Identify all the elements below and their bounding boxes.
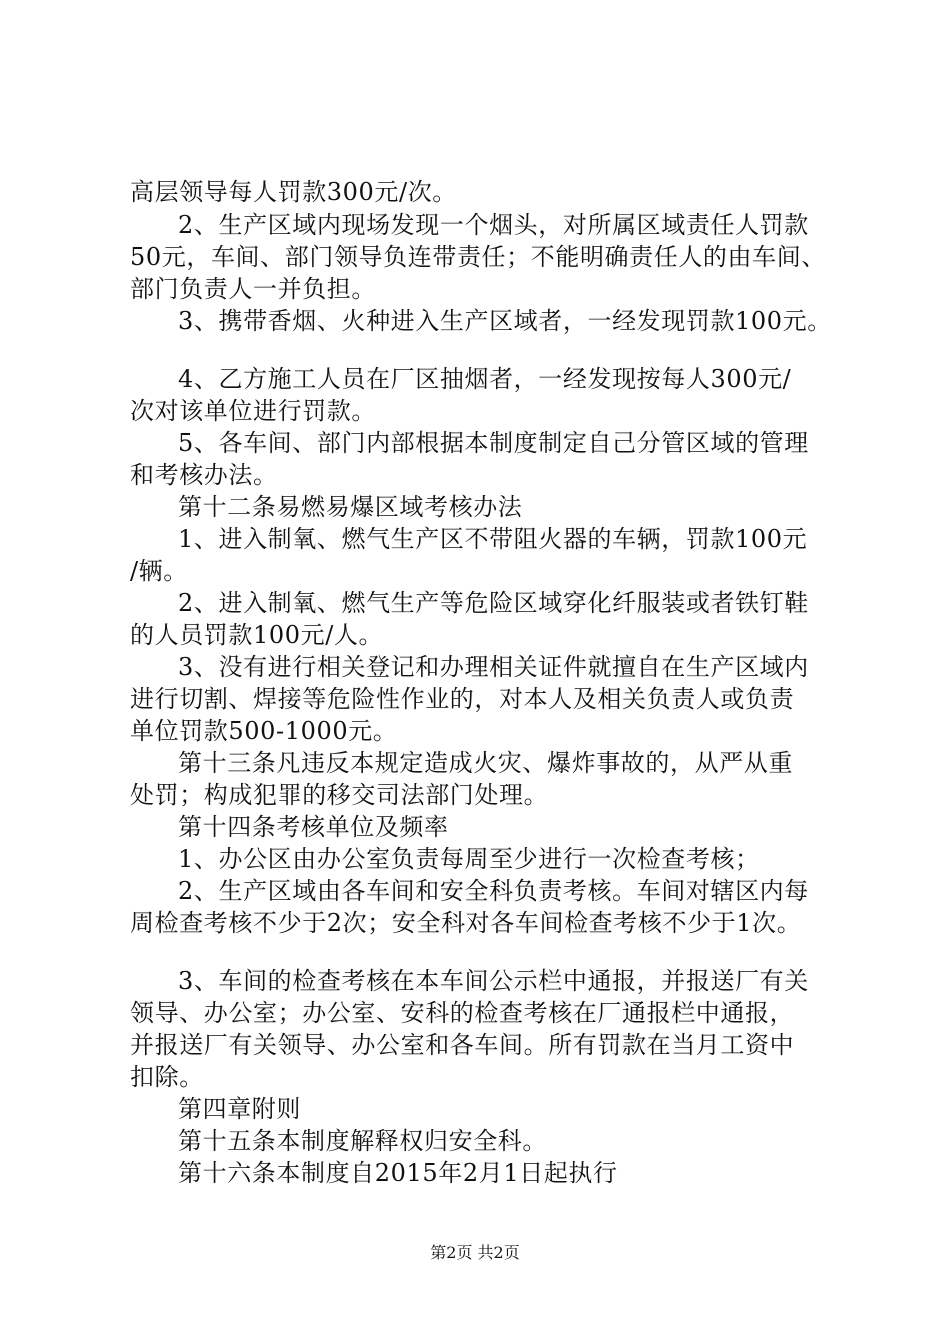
- section-heading: 第十五条本制度解释权归安全科。: [178, 1127, 547, 1155]
- paragraph-line: 单位罚款500-1000元。: [130, 717, 398, 745]
- paragraph-line: 2、生产区域内现场发现一个烟头，对所属区域责任人罚款: [178, 211, 809, 239]
- paragraph-line: 3、携带香烟、火种进入生产区域者，一经发现罚款100元。: [178, 307, 832, 335]
- paragraph-line: 2、生产区域由各车间和安全科负责考核。车间对辖区内每: [178, 877, 809, 905]
- chapter-heading: 第四章附则: [178, 1095, 301, 1123]
- section-heading: 第十二条易燃易爆区域考核办法: [178, 493, 523, 521]
- page-footer: 第2页 共2页: [430, 1243, 520, 1262]
- paragraph-line: 高层领导每人罚款300元/次。: [130, 178, 457, 206]
- paragraph-line: 3、没有进行相关登记和办理相关证件就擅自在生产区域内: [178, 653, 809, 681]
- paragraph-line: 3、车间的检查考核在本车间公示栏中通报，并报送厂有关: [178, 967, 809, 995]
- paragraph-line: 部门负责人一并负担。: [130, 275, 376, 303]
- paragraph-line: /辆。: [130, 557, 188, 585]
- paragraph-line: 5、各车间、部门内部根据本制度制定自己分管区域的管理: [178, 429, 809, 457]
- paragraph-line: 的人员罚款100元/人。: [130, 621, 384, 649]
- paragraph-line: 2、进入制氧、燃气生产等危险区域穿化纤服装或者铁钉鞋: [178, 589, 809, 617]
- section-heading: 第十三条凡违反本规定造成火灾、爆炸事故的，从严从重: [178, 749, 793, 777]
- section-heading: 第十四条考核单位及频率: [178, 813, 449, 841]
- paragraph-line: 周检查考核不少于2次；安全科对各车间检查考核不少于1次。: [130, 909, 802, 937]
- paragraph-line: 次对该单位进行罚款。: [130, 397, 376, 425]
- paragraph-line: 领导、办公室；办公室、安科的检查考核在厂通报栏中通报，: [130, 999, 795, 1027]
- paragraph-line: 50元，车间、部门领导负连带责任；不能明确责任人的由车间、: [130, 243, 826, 271]
- paragraph-line: 并报送厂有关领导、办公室和各车间。所有罚款在当月工资中: [130, 1031, 795, 1059]
- paragraph-line: 1、办公区由办公室负责每周至少进行一次检查考核；: [178, 845, 760, 873]
- paragraph-line: 1、进入制氧、燃气生产区不带阻火器的车辆，罚款100元: [178, 525, 808, 553]
- paragraph-line: 和考核办法。: [130, 461, 278, 489]
- paragraph-line: 处罚；构成犯罪的移交司法部门处理。: [130, 781, 549, 809]
- paragraph-line: 4、乙方施工人员在厂区抽烟者，一经发现按每人300元/: [178, 365, 792, 393]
- section-heading: 第十六条本制度自2015年2月1日起执行: [178, 1159, 618, 1187]
- paragraph-line: 进行切割、焊接等危险性作业的，对本人及相关负责人或负责: [130, 685, 795, 713]
- paragraph-line: 扣除。: [130, 1063, 204, 1091]
